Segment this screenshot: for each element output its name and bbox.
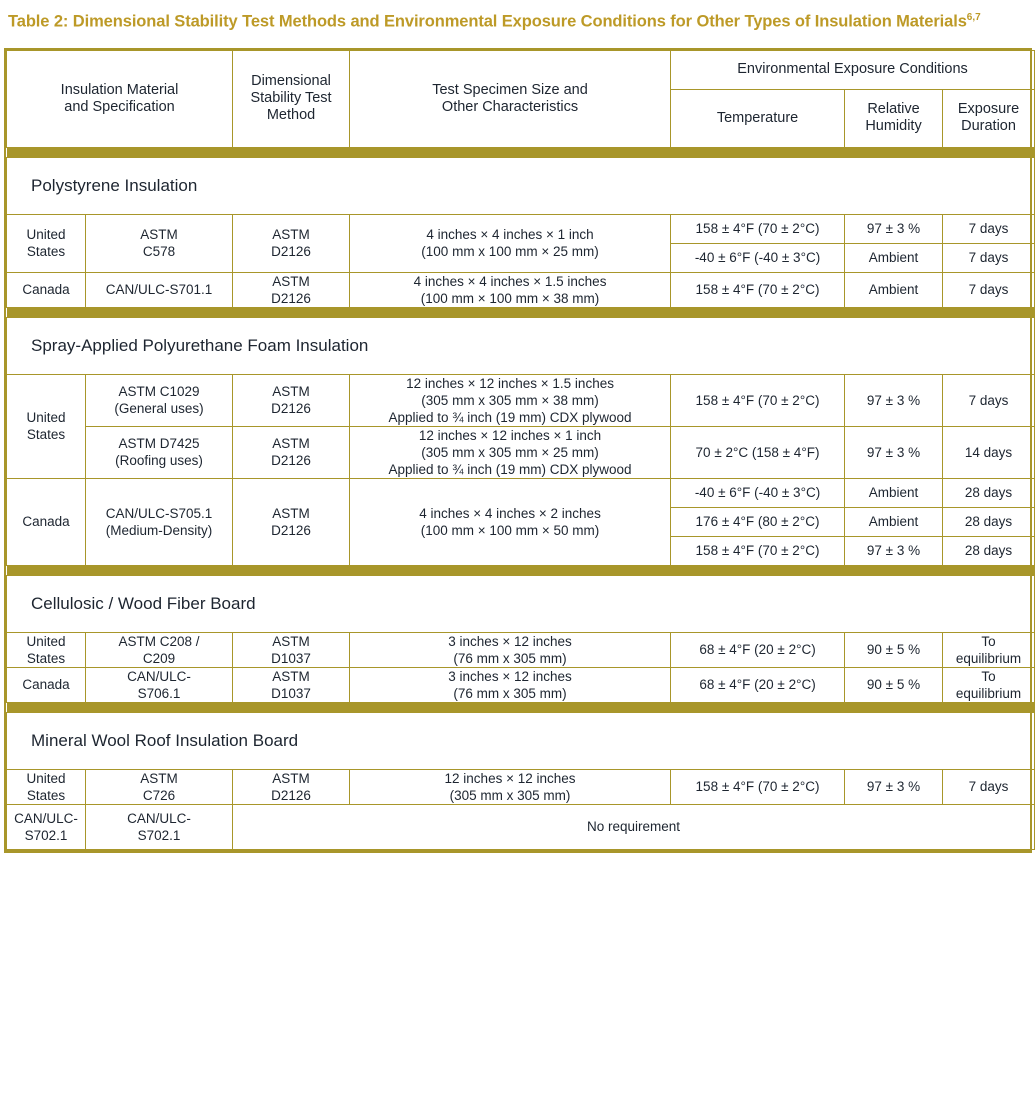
- column-header-duration-line1: Exposure: [957, 101, 1020, 118]
- region-text-line2: States: [26, 650, 66, 666]
- test-method-text-line2: D2126: [271, 453, 311, 468]
- region-text-line1: Canada: [22, 677, 70, 692]
- page-title-footnote-ref: 6,7: [966, 12, 981, 23]
- table-row: [7, 804, 1035, 849]
- table-row: [7, 769, 1035, 804]
- specification-text-line1: ASTM D7425: [118, 436, 200, 451]
- cell-specimen-size: [350, 769, 671, 804]
- column-header-specimen: [350, 50, 671, 147]
- specification-text-line1: CAN/ULC-S701.1: [105, 282, 213, 297]
- cell-test-method: [233, 769, 350, 804]
- specimen-size-text-line1: 3 inches × 12 inches: [448, 633, 572, 649]
- cell-specification: [86, 632, 233, 667]
- cell-specification: [86, 374, 233, 426]
- cell-specification: [86, 804, 233, 849]
- section-separator-bar: [7, 565, 1035, 575]
- specimen-size-text-line2: (305 mm x 305 mm × 38 mm): [421, 392, 599, 408]
- specimen-size-text-line1: 12 inches × 12 inches × 1 inch: [418, 427, 602, 443]
- specification-text-line2: (Roofing uses): [115, 453, 203, 468]
- specification-text-line2: S706.1: [137, 685, 181, 701]
- cell-test-method: [233, 214, 350, 272]
- cell-specification: [86, 478, 233, 565]
- region-text-line1: United: [26, 410, 66, 425]
- header-row-top: [7, 50, 1035, 89]
- column-header-environmental-exposure: Environmental Exposure Conditions: [671, 50, 1035, 89]
- table-head: [7, 50, 1035, 147]
- specification-text-line1: ASTM: [140, 770, 178, 786]
- title-block: [0, 0, 1036, 34]
- column-header-method: [233, 50, 350, 147]
- cell-specification: [86, 769, 233, 804]
- specification-text-line2: (General uses): [114, 401, 204, 416]
- cell-relative-humidity: 97 ± 3 %: [845, 769, 943, 804]
- cell-region: [7, 478, 86, 565]
- page-title-text: Table 2: Dimensional Stability Test Methods and Environmental Exposure Conditions for Other Types of Insulation Materials: [8, 12, 967, 31]
- region-text-line1: United: [26, 227, 66, 242]
- section-separator-cell: [7, 307, 1035, 317]
- section-heading-row: [7, 317, 1035, 374]
- column-header-method-line2: Stability Test: [250, 90, 332, 106]
- specification-text-line2: (Medium-Density): [105, 522, 213, 538]
- section-separator-cell: [7, 702, 1035, 712]
- section-heading-1: Spray-Applied Polyurethane Foam Insulation: [7, 317, 1035, 374]
- cell-exposure-duration: [943, 667, 1035, 702]
- cell-specimen-size: [350, 272, 671, 307]
- table-row: [7, 667, 1035, 702]
- cell-region: [7, 667, 86, 702]
- specification-text-line1: ASTM C1029: [118, 384, 200, 399]
- section-separator-cell: [7, 147, 1035, 157]
- section-heading-row: [7, 712, 1035, 769]
- cell-test-method: [233, 272, 350, 307]
- cell-relative-humidity: 90 ± 5 %: [845, 667, 943, 702]
- region-text-line2: States: [26, 787, 66, 803]
- section-heading-0: Polystyrene Insulation: [7, 157, 1035, 214]
- test-method-text-line1: ASTM: [272, 668, 310, 684]
- section-heading-row: [7, 575, 1035, 632]
- table-body: [7, 147, 1035, 849]
- test-method-text-line2: D2126: [271, 290, 311, 306]
- specimen-size-text-line1: 3 inches × 12 inches: [448, 668, 572, 684]
- test-method-text-line1: ASTM: [272, 770, 310, 786]
- cell-temperature: 158 ± 4°F (70 ± 2°C): [671, 374, 845, 426]
- cell-test-method: [233, 478, 350, 565]
- column-header-exposure-duration: [943, 89, 1035, 147]
- specification-text-line1: CAN/ULC-: [127, 810, 191, 826]
- cell-temperature: -40 ± 6°F (-40 ± 3°C): [671, 478, 845, 507]
- cell-region: [7, 769, 86, 804]
- column-header-relative-humidity: [845, 89, 943, 147]
- cell-specimen-size: [350, 667, 671, 702]
- page-title: [8, 6, 1026, 34]
- specimen-size-text-line1: 4 inches × 4 inches × 1.5 inches: [413, 273, 607, 289]
- cell-region: [7, 272, 86, 307]
- specimen-size-text-line1: 4 inches × 4 inches × 2 inches: [419, 505, 601, 521]
- column-header-specimen-line1: Test Specimen Size and: [432, 81, 588, 98]
- specification-text-line1: CAN/ULC-: [127, 668, 191, 684]
- column-header-specimen-line2: Other Characteristics: [441, 98, 579, 115]
- test-method-text-line1: ASTM: [272, 384, 310, 399]
- cell-specification: [86, 426, 233, 478]
- specimen-size-text-line2: (305 mm x 305 mm): [449, 787, 571, 803]
- region-text-line1: United: [26, 770, 66, 786]
- table-row: [7, 426, 1035, 478]
- specification-text-line2: C726: [142, 787, 176, 803]
- region-text-line2: States: [26, 244, 66, 259]
- test-method-text-line1: ASTM: [272, 505, 310, 521]
- cell-relative-humidity: Ambient: [845, 243, 943, 272]
- section-separator-bar: [7, 702, 1035, 712]
- cell-region: [7, 214, 86, 272]
- specimen-size-text-line3: Applied to ¾ inch (19 mm) CDX plywood: [388, 461, 632, 477]
- specimen-size-text-line3: Applied to ¾ inch (19 mm) CDX plywood: [388, 409, 632, 425]
- cell-test-method: [233, 632, 350, 667]
- test-method-text-line2: D1037: [271, 685, 311, 701]
- cell-test-method: [233, 667, 350, 702]
- section-heading-2: Cellulosic / Wood Fiber Board: [7, 575, 1035, 632]
- section-heading-row: [7, 157, 1035, 214]
- cell-relative-humidity: 97 ± 3 %: [845, 536, 943, 565]
- column-header-material: [7, 50, 233, 147]
- specimen-size-text-line1: 12 inches × 12 inches: [444, 770, 576, 786]
- cell-temperature: 158 ± 4°F (70 ± 2°C): [671, 272, 845, 307]
- specification-text-line2: S702.1: [137, 827, 181, 843]
- cell-temperature: 158 ± 4°F (70 ± 2°C): [671, 214, 845, 243]
- column-header-material-line2: and Specification: [64, 98, 175, 115]
- cell-test-method: [233, 426, 350, 478]
- table-row: [7, 272, 1035, 307]
- test-method-text-line1: ASTM: [272, 273, 310, 289]
- table-row: [7, 214, 1035, 243]
- exposure-duration-text-line2: equilibrium: [955, 685, 1022, 701]
- column-header-rh-line1: Relative: [867, 101, 920, 118]
- cell-relative-humidity: 90 ± 5 %: [845, 632, 943, 667]
- cell-specimen-size: [350, 478, 671, 565]
- column-header-material-line1: Insulation Material: [60, 81, 179, 98]
- cell-region: [7, 804, 86, 849]
- exposure-duration-text-line1: To: [981, 633, 996, 649]
- cell-exposure-duration: 7 days: [943, 374, 1035, 426]
- section-separator-bar: [7, 147, 1035, 157]
- column-header-method-line1: Dimensional: [251, 73, 331, 89]
- specimen-size-text-line2: (100 mm × 100 mm × 38 mm): [420, 290, 600, 306]
- test-method-text-line2: D2126: [271, 244, 311, 259]
- exposure-duration-text-line1: To: [981, 668, 996, 684]
- cell-relative-humidity: Ambient: [845, 272, 943, 307]
- region-text-line1: CAN/ULC-: [14, 810, 78, 826]
- region-text-line2: S702.1: [24, 827, 68, 843]
- dimensional-stability-table: [4, 48, 1032, 853]
- cell-exposure-duration: 14 days: [943, 426, 1035, 478]
- table-row: [7, 374, 1035, 426]
- test-method-text-line1: ASTM: [272, 227, 310, 242]
- cell-temperature: 176 ± 4°F (80 ± 2°C): [671, 507, 845, 536]
- cell-specimen-size: [350, 374, 671, 426]
- cell-specification: [86, 272, 233, 307]
- specimen-size-text-line2: (76 mm x 305 mm): [453, 685, 567, 701]
- test-method-text-line2: D2126: [271, 522, 311, 538]
- specimen-size-text-line2: (305 mm x 305 mm × 25 mm): [421, 444, 599, 460]
- region-text-line1: Canada: [22, 282, 70, 297]
- cell-temperature: -40 ± 6°F (-40 ± 3°C): [671, 243, 845, 272]
- region-text-line1: Canada: [22, 514, 70, 529]
- cell-temperature: 70 ± 2°C (158 ± 4°F): [671, 426, 845, 478]
- column-header-rh-line2: Humidity: [865, 118, 922, 135]
- cell-temperature: 68 ± 4°F (20 ± 2°C): [671, 632, 845, 667]
- region-text-line2: States: [26, 427, 66, 442]
- section-separator-bar: [7, 307, 1035, 317]
- specimen-size-text-line1: 4 inches × 4 inches × 1 inch: [426, 227, 594, 242]
- test-method-text-line2: D1037: [271, 650, 311, 666]
- section-heading-3: Mineral Wool Roof Insulation Board: [7, 712, 1035, 769]
- section-separator-cell: [7, 565, 1035, 575]
- cell-region: [7, 374, 86, 478]
- table-row: [7, 478, 1035, 507]
- test-method-text-line1: ASTM: [272, 633, 310, 649]
- specimen-size-text-line2: (100 mm x 100 mm × 25 mm): [421, 244, 599, 259]
- cell-relative-humidity: Ambient: [845, 507, 943, 536]
- cell-relative-humidity: 97 ± 3 %: [845, 374, 943, 426]
- exposure-duration-text-line2: equilibrium: [955, 650, 1022, 666]
- cell-no-requirement: No requirement: [233, 804, 1035, 849]
- column-header-method-line3: Method: [266, 107, 316, 123]
- cell-exposure-duration: 28 days: [943, 478, 1035, 507]
- test-method-text-line2: D2126: [271, 401, 311, 416]
- test-method-text-line1: ASTM: [272, 436, 310, 451]
- cell-specimen-size: [350, 632, 671, 667]
- specification-text-line2: C578: [142, 244, 176, 259]
- specimen-size-text-line2: (100 mm × 100 mm × 50 mm): [420, 522, 600, 538]
- cell-exposure-duration: 28 days: [943, 536, 1035, 565]
- cell-test-method: [233, 374, 350, 426]
- test-method-text-line2: D2126: [271, 787, 311, 803]
- specification-text-line1: ASTM C208 /: [118, 633, 200, 649]
- cell-specimen-size: [350, 214, 671, 272]
- column-header-temperature: Temperature: [671, 89, 845, 147]
- cell-exposure-duration: 7 days: [943, 214, 1035, 243]
- cell-exposure-duration: [943, 632, 1035, 667]
- specimen-size-text-line2: (76 mm x 305 mm): [453, 650, 567, 666]
- table-row: [7, 632, 1035, 667]
- table: [6, 50, 1035, 850]
- cell-exposure-duration: 7 days: [943, 769, 1035, 804]
- cell-exposure-duration: 28 days: [943, 507, 1035, 536]
- cell-exposure-duration: 7 days: [943, 272, 1035, 307]
- specification-text-line2: C209: [142, 650, 176, 666]
- cell-temperature: 158 ± 4°F (70 ± 2°C): [671, 769, 845, 804]
- cell-specification: [86, 214, 233, 272]
- cell-relative-humidity: Ambient: [845, 478, 943, 507]
- specification-text-line1: CAN/ULC-S705.1: [105, 505, 213, 521]
- column-header-duration-line2: Duration: [961, 118, 1016, 135]
- cell-temperature: 68 ± 4°F (20 ± 2°C): [671, 667, 845, 702]
- cell-relative-humidity: 97 ± 3 %: [845, 426, 943, 478]
- region-text-line1: United: [26, 633, 66, 649]
- cell-temperature: 158 ± 4°F (70 ± 2°C): [671, 536, 845, 565]
- cell-region: [7, 632, 86, 667]
- specimen-size-text-line1: 12 inches × 12 inches × 1.5 inches: [406, 375, 614, 391]
- specification-text-line1: ASTM: [140, 227, 178, 242]
- cell-specification: [86, 667, 233, 702]
- cell-specimen-size: [350, 426, 671, 478]
- cell-relative-humidity: 97 ± 3 %: [845, 214, 943, 243]
- cell-exposure-duration: 7 days: [943, 243, 1035, 272]
